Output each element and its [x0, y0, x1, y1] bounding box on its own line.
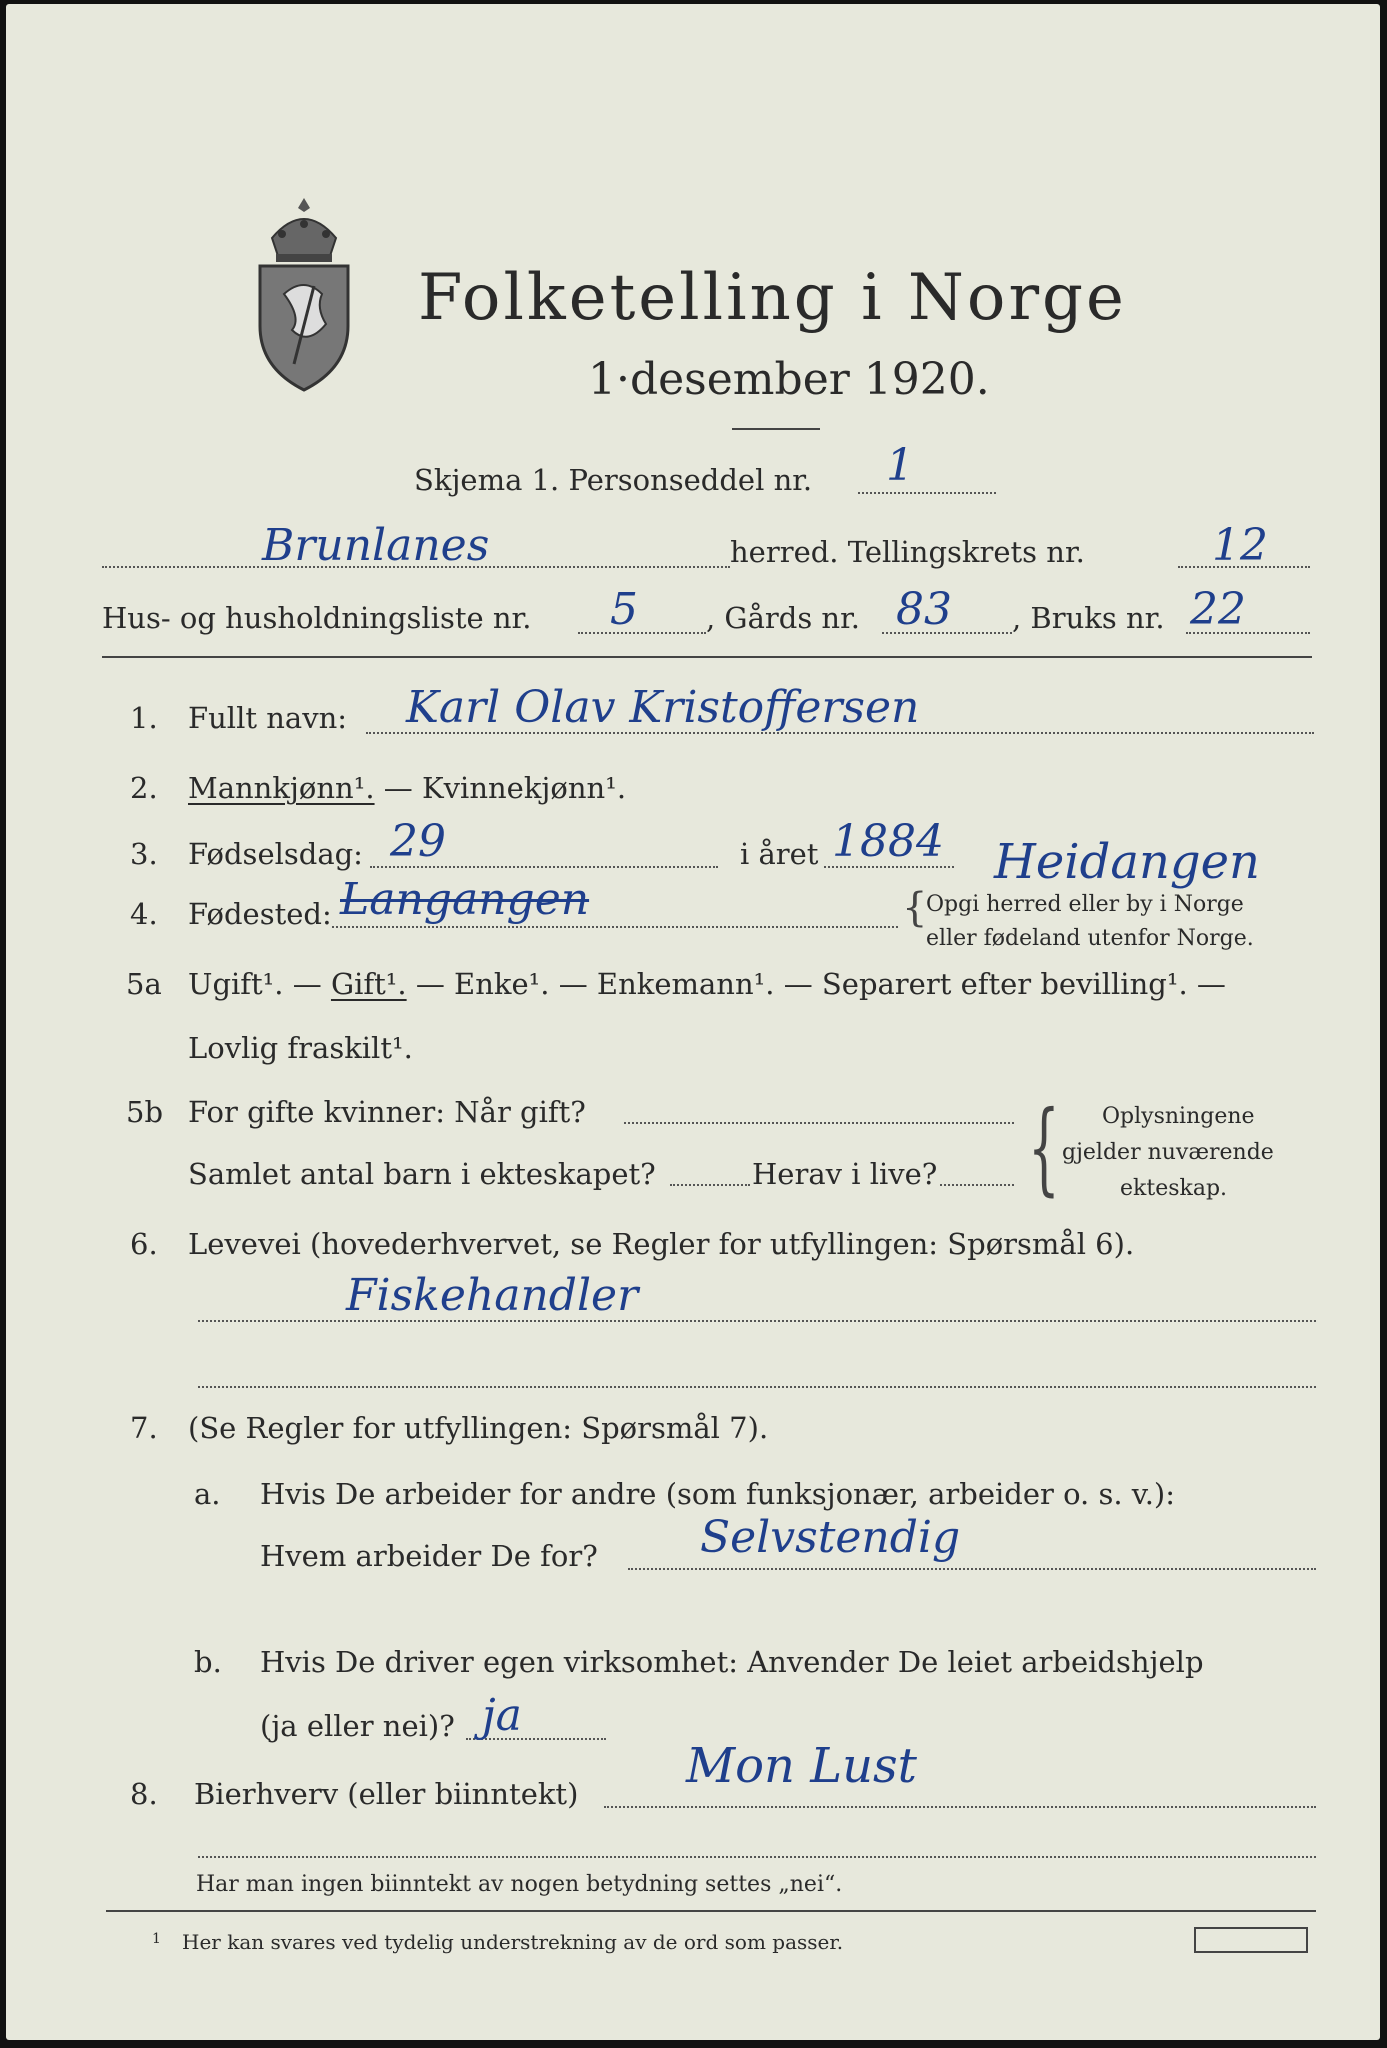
footnote: Her kan svares ved tydelig understrekning av de ord som passer. [182, 1930, 844, 1954]
q5b-note-line1: Oplysningene [1102, 1104, 1255, 1129]
gards-nr[interactable]: 83 [896, 584, 952, 635]
husholdningsliste-line [578, 632, 706, 634]
gards-label: , Gårds nr. [706, 601, 860, 635]
q3-number: 3. [130, 837, 158, 871]
q7-label: (Se Regler for utfyllingen: Spørsmål 7). [188, 1411, 769, 1445]
q5a-number: 5a [126, 967, 162, 1001]
q5b-note-line2: gjelder nuværende [1062, 1140, 1274, 1165]
q1-label: Fullt navn: [188, 701, 348, 735]
header-rule [102, 656, 1312, 658]
q3-year-label: i året [740, 837, 819, 871]
q7a-number: a. [194, 1477, 221, 1511]
q4-label: Fødested: [188, 897, 332, 931]
q8-number: 8. [130, 1777, 158, 1811]
q7-number: 7. [130, 1411, 158, 1445]
occupation-answer[interactable]: Fiskehandler [346, 1270, 639, 1321]
q7a-who-label: Hvem arbeider De for? [260, 1539, 598, 1573]
q5b-alive: Herav i live? [752, 1157, 938, 1191]
q4-line [332, 926, 898, 928]
fraskilt-option[interactable]: Lovlig fraskilt¹. [188, 1031, 413, 1065]
q7b-label: Hvis De driver egen virksomhet: Anvender De leiet arbeidshjelp [260, 1645, 1204, 1679]
personseddel-line [858, 492, 996, 494]
q8-label: Bierhverv (eller biinntekt) [194, 1777, 579, 1811]
form-title: Folketelling i Norge [418, 261, 1127, 335]
q5b-alive-line [940, 1184, 1014, 1186]
signature: Mon Lust [686, 1738, 917, 1794]
title-divider [732, 428, 820, 430]
q7b-number: b. [194, 1645, 222, 1679]
husholdningsliste-label: Hus- og husholdningsliste nr. [102, 601, 532, 635]
q5b-brace: { [1028, 1089, 1060, 1206]
q2-number: 2. [130, 771, 158, 805]
form-date: 1·desember 1920. [588, 354, 990, 405]
q6-label: Levevei (hovederhvervet, se Regler for utfyllingen: Spørsmål 6). [188, 1227, 1135, 1261]
mannkjonn-option[interactable]: Mannkjønn¹. [188, 771, 375, 805]
herred-answer[interactable]: Brunlanes [262, 520, 490, 571]
biinntekt-note: Har man ingen biinntekt av nogen betydning settes „nei“. [196, 1872, 843, 1897]
tellingskrets-nr[interactable]: 12 [1212, 520, 1268, 571]
q6-number: 6. [130, 1227, 158, 1261]
birthplace-margin-answer[interactable]: Heidangen [994, 834, 1260, 890]
footer-rule [106, 1910, 1316, 1912]
full-name-answer[interactable]: Karl Olav Kristoffersen [406, 682, 920, 733]
birth-year-answer[interactable]: 1884 [832, 816, 944, 867]
ugift-option[interactable]: Ugift¹. — [188, 967, 331, 1001]
kvinnekjonn-option[interactable]: — Kvinnekjønn¹. [374, 771, 627, 805]
other-status-options[interactable]: — Enke¹. — Enkemann¹. — Separert efter bevilling¹. — [406, 967, 1226, 1001]
coat-of-arms-icon [252, 194, 356, 394]
personseddel-nr[interactable]: 1 [886, 440, 914, 491]
q4-brace: { [902, 885, 928, 931]
q7a-label: Hvis De arbeider for andre (som funksjonær, arbeider o. s. v.): [260, 1477, 1176, 1511]
hired-help-answer[interactable]: ja [482, 1690, 522, 1741]
birth-day-answer[interactable]: 29 [390, 816, 446, 867]
census-form [6, 4, 1380, 2040]
q1-number: 1. [130, 701, 158, 735]
q8-line [604, 1806, 1316, 1808]
husholdningsliste-nr[interactable]: 5 [610, 584, 638, 635]
footnote-number: 1 [152, 1931, 161, 1947]
q5b-number: 5b [126, 1095, 164, 1129]
birthplace-answer[interactable]: Langangen [340, 874, 590, 925]
q5b-note-line3: ekteskap. [1120, 1176, 1228, 1201]
q5a-civil-status [188, 967, 1226, 1001]
bruks-nr[interactable]: 22 [1190, 584, 1246, 635]
bruks-label: , Bruks nr. [1012, 601, 1165, 635]
q8-line2 [198, 1856, 1316, 1858]
printer-stamp [1194, 1927, 1308, 1953]
q5b-children: Samlet antal barn i ekteskapet? [188, 1157, 656, 1191]
employer-answer[interactable]: Selvstendig [700, 1512, 961, 1563]
q4-number: 4. [130, 897, 158, 931]
q6-line1 [198, 1320, 1316, 1322]
q5b-line1 [624, 1122, 1014, 1124]
q5b-children-line [670, 1184, 750, 1186]
q4-note-line2: eller fødeland utenfor Norge. [926, 926, 1254, 951]
q2-gender [188, 771, 627, 805]
herred-label: herred. Tellingskrets nr. [730, 535, 1085, 569]
q5b-married-when: For gifte kvinner: Når gift? [188, 1095, 586, 1129]
q3-label: Fødselsdag: [188, 837, 363, 871]
skjema-label: Skjema 1. Personseddel nr. [414, 463, 813, 497]
q7a-line [628, 1568, 1316, 1570]
q6-line2 [198, 1386, 1316, 1388]
gift-option[interactable]: Gift¹. [330, 967, 407, 1001]
q4-note-line1: Opgi herred eller by i Norge [926, 892, 1244, 917]
q7b-yesno-label: (ja eller nei)? [260, 1709, 455, 1743]
